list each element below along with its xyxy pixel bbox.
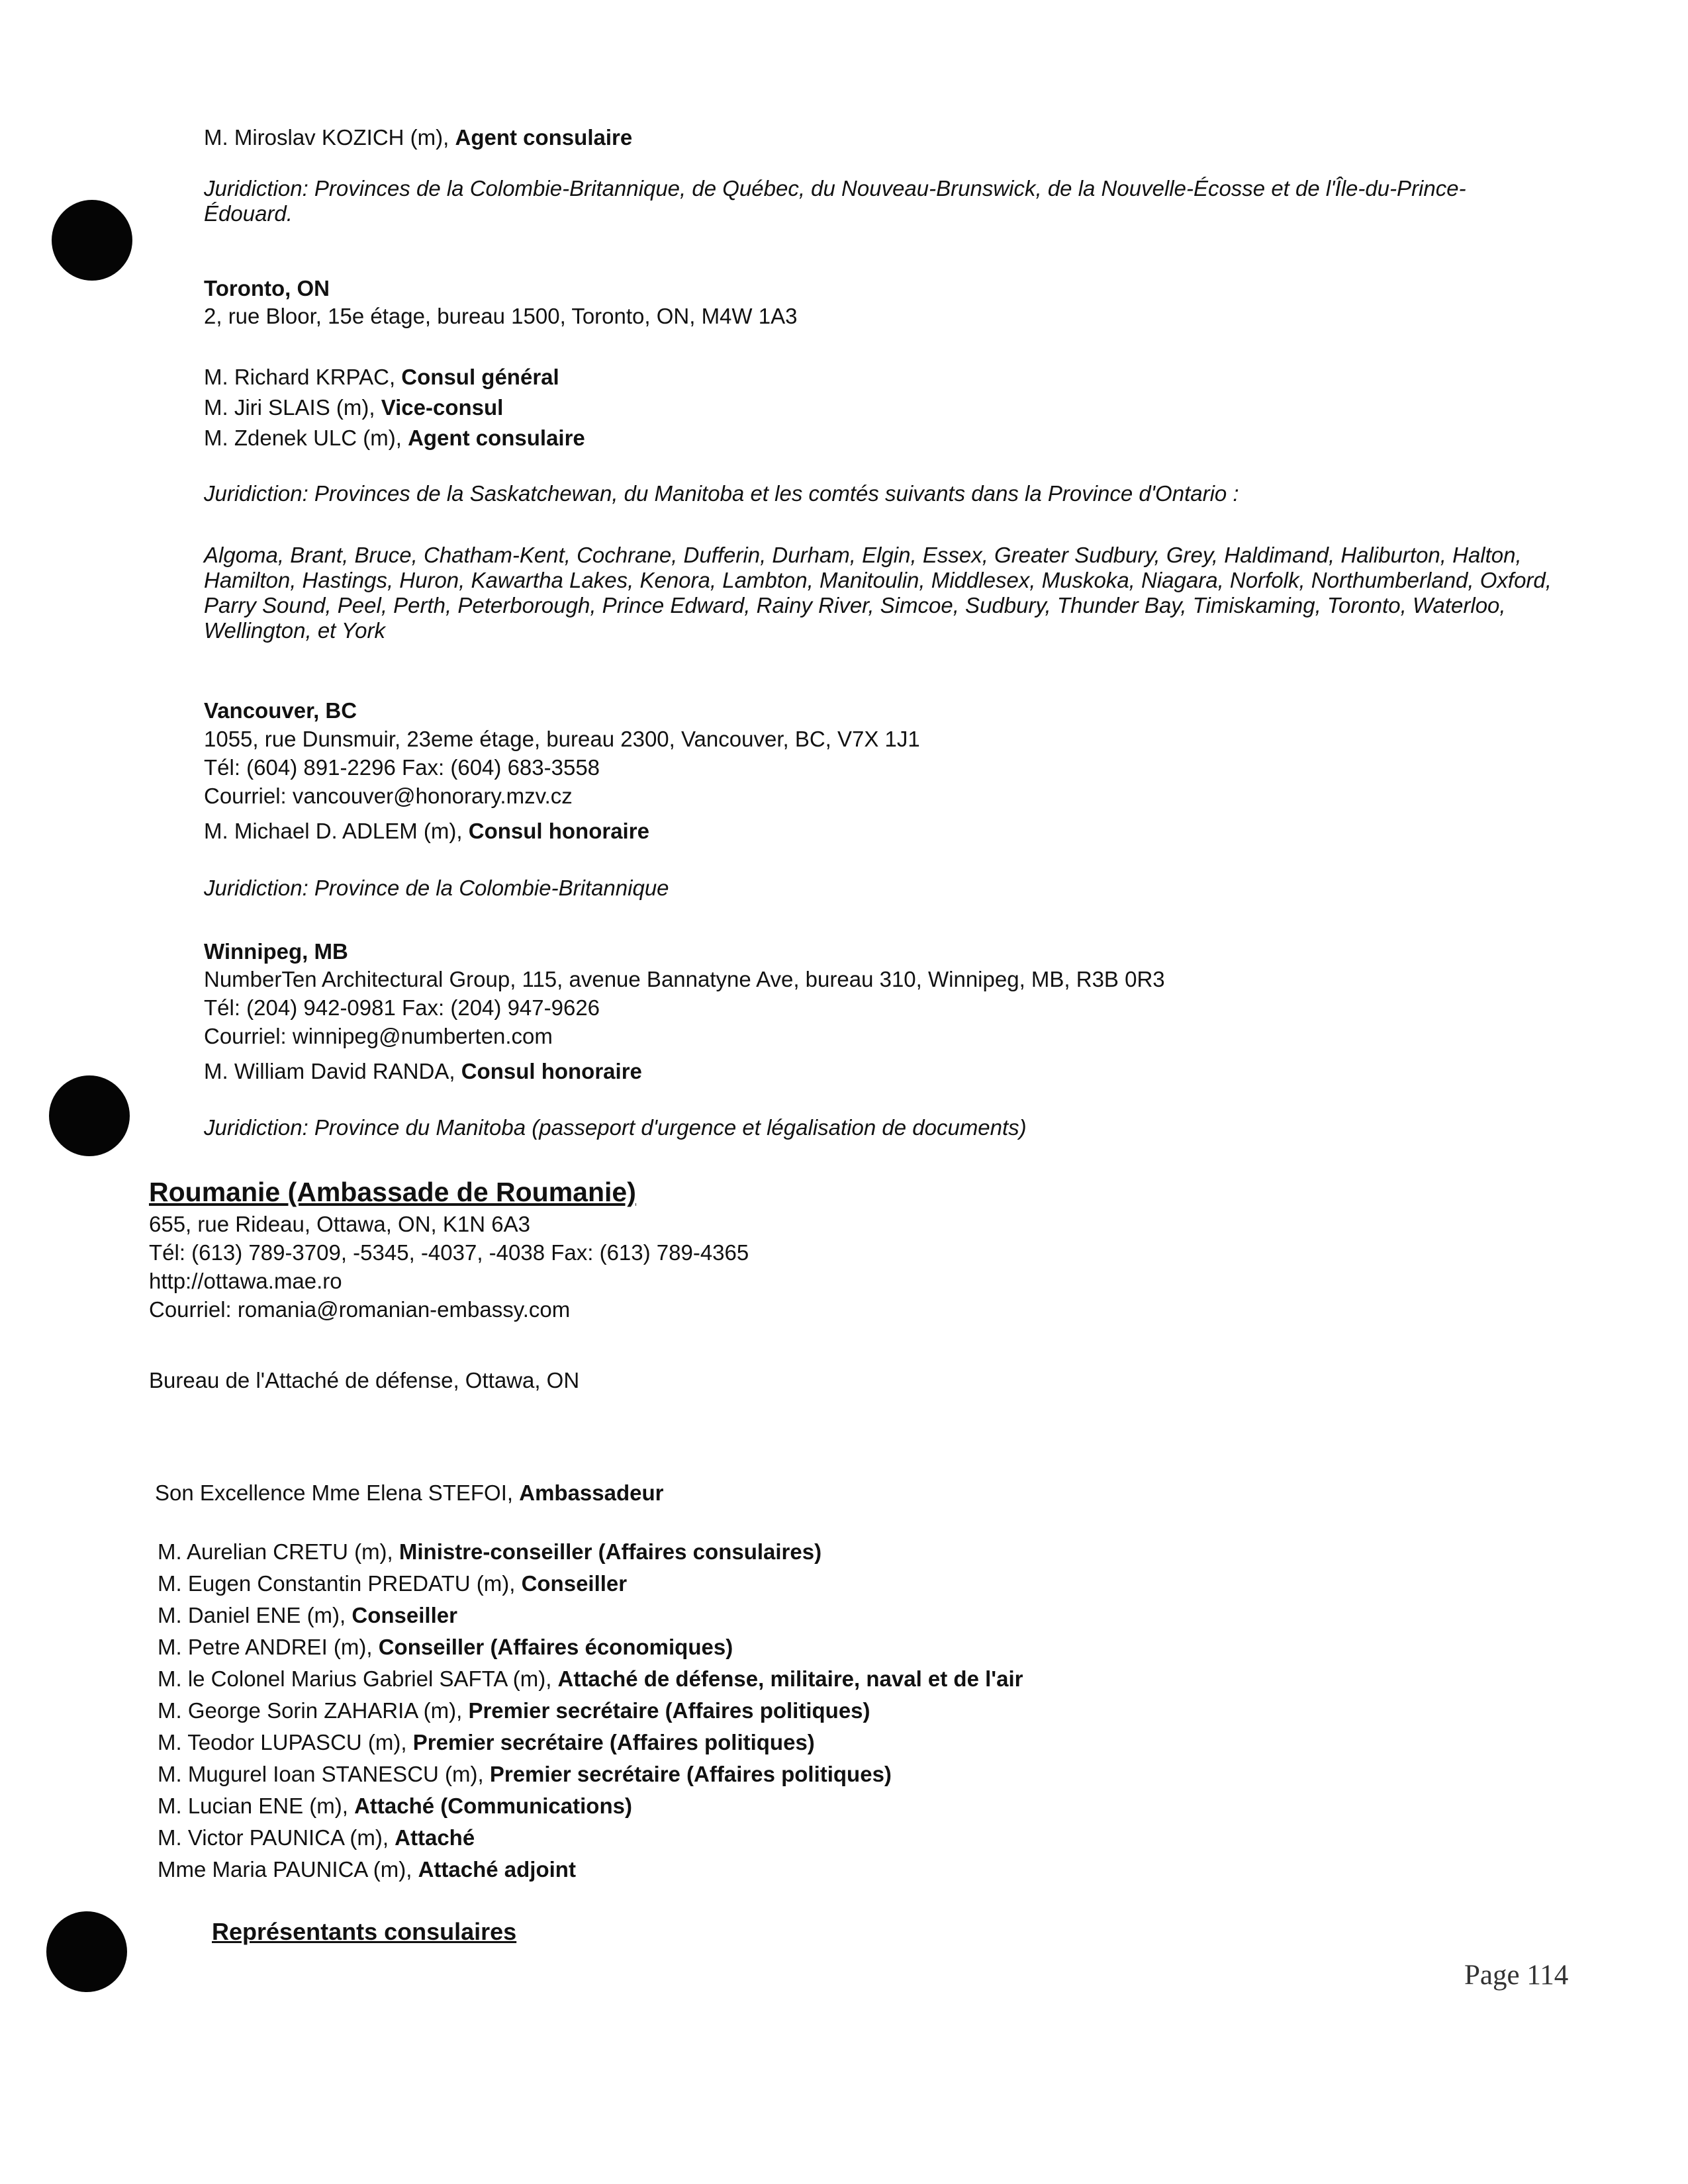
address-winnipeg: NumberTen Architectural Group, 115, avenue Bannatyne Ave, bureau 310, Winnipeg, MB, R3B 0R3 bbox=[204, 967, 1165, 991]
official-line: M. Richard KRPAC, Consul général bbox=[204, 365, 559, 389]
staff-line: M. Mugurel Ioan STANESCU (m), Premier secrétaire (Affaires politiques) bbox=[158, 1762, 892, 1786]
official-line: M. William David RANDA, Consul honoraire bbox=[204, 1059, 642, 1083]
city-heading-vancouver: Vancouver, BC bbox=[204, 698, 357, 723]
country-heading-romania: Roumanie (Ambassade de Roumanie) bbox=[149, 1177, 636, 1207]
phone-winnipeg: Tél: (204) 942-0981 Fax: (204) 947-9626 bbox=[204, 995, 600, 1020]
staff-line: M. Petre ANDREI (m), Conseiller (Affaires économiques) bbox=[158, 1635, 733, 1659]
staff-line: Mme Maria PAUNICA (m), Attaché adjoint bbox=[158, 1857, 576, 1882]
phone-vancouver: Tél: (604) 891-2296 Fax: (604) 683-3558 bbox=[204, 755, 600, 780]
staff-line: M. Aurelian CRETU (m), Ministre-conseiller (Affaires consulaires) bbox=[158, 1539, 822, 1564]
juridiction-text: Juridiction: Provinces de la Colombie-Britannique, de Québec, du Nouveau-Brunswick, de la Nouvelle-Écosse et de l'Île-du-Prince-Édouard. bbox=[204, 176, 1466, 226]
city-heading-toronto: Toronto, ON bbox=[204, 276, 330, 300]
juridiction-vancouver: Juridiction: Province de la Colombie-Britannique bbox=[204, 876, 669, 900]
juridiction-toronto: Juridiction: Provinces de la Saskatchewan, du Manitoba et les comtés suivants dans la Province d'Ontario : bbox=[204, 481, 1239, 506]
punch-hole-middle bbox=[49, 1075, 130, 1156]
staff-line: M. Teodor LUPASCU (m), Premier secrétaire (Affaires politiques) bbox=[158, 1730, 815, 1754]
page-number: Page 114 bbox=[1464, 1960, 1569, 1991]
email-vancouver: Courriel: vancouver@honorary.mzv.cz bbox=[204, 784, 573, 808]
staff-line: M. le Colonel Marius Gabriel SAFTA (m), Attaché de défense, militaire, naval et de l'air bbox=[158, 1666, 1023, 1691]
address-toronto: 2, rue Bloor, 15e étage, bureau 1500, Toronto, ON, M4W 1A3 bbox=[204, 304, 798, 328]
city-heading-winnipeg: Winnipeg, MB bbox=[204, 939, 348, 964]
punch-hole-top bbox=[52, 200, 132, 281]
county-list: Algoma, Brant, Bruce, Chatham-Kent, Cochrane, Dufferin, Durham, Elgin, Essex, Greater Sudbury, Grey, Haldimand, Haliburton, Halton, Hamilton, Hastings, Huron, Kawartha Lakes, Kenora, Lambton, Manitoulin, Middlesex, Muskoka, Niagara, Norfolk, Northumberland, Oxford, Parry Sound, Peel, Perth, Peterborough, Prince Edward, Rainy River, Simcoe, Sudbury, Thunder Bay, Timiskaming, Toronto, Waterloo, Wellington, et York bbox=[204, 543, 1552, 643]
official-line: M. Michael D. ADLEM (m), Consul honoraire bbox=[204, 819, 649, 843]
staff-line: M. George Sorin ZAHARIA (m), Premier secrétaire (Affaires politiques) bbox=[158, 1698, 870, 1723]
staff-line: M. Daniel ENE (m), Conseiller bbox=[158, 1603, 457, 1627]
address-vancouver: 1055, rue Dunsmuir, 23eme étage, bureau 2300, Vancouver, BC, V7X 1J1 bbox=[204, 727, 920, 751]
juridiction-winnipeg: Juridiction: Province du Manitoba (passeport d'urgence et légalisation de documents) bbox=[204, 1115, 1027, 1140]
phone-romania: Tél: (613) 789-3709, -5345, -4037, -4038 Fax: (613) 789-4365 bbox=[149, 1240, 749, 1265]
punch-hole-bottom bbox=[46, 1911, 127, 1992]
email-romania: Courriel: romania@romanian-embassy.com bbox=[149, 1297, 571, 1322]
website-romania: http://ottawa.mae.ro bbox=[149, 1269, 342, 1293]
ambassador-line: Son Excellence Mme Elena STEFOI, Ambassadeur bbox=[155, 1480, 664, 1505]
staff-line: M. Eugen Constantin PREDATU (m), Conseiller bbox=[158, 1571, 628, 1596]
staff-line: M. Victor PAUNICA (m), Attaché bbox=[158, 1825, 475, 1850]
consular-representatives-heading: Représentants consulaires bbox=[212, 1918, 517, 1945]
official-line: M. Jiri SLAIS (m), Vice-consul bbox=[204, 395, 504, 420]
official-line: M. Zdenek ULC (m), Agent consulaire bbox=[204, 426, 585, 450]
official-line: M. Miroslav KOZICH (m), Agent consulaire bbox=[204, 125, 633, 150]
email-winnipeg: Courriel: winnipeg@numberten.com bbox=[204, 1024, 553, 1048]
staff-line: M. Lucian ENE (m), Attaché (Communications) bbox=[158, 1794, 632, 1818]
address-romania: 655, rue Rideau, Ottawa, ON, K1N 6A3 bbox=[149, 1212, 530, 1236]
defense-office: Bureau de l'Attaché de défense, Ottawa, ON bbox=[149, 1368, 580, 1392]
